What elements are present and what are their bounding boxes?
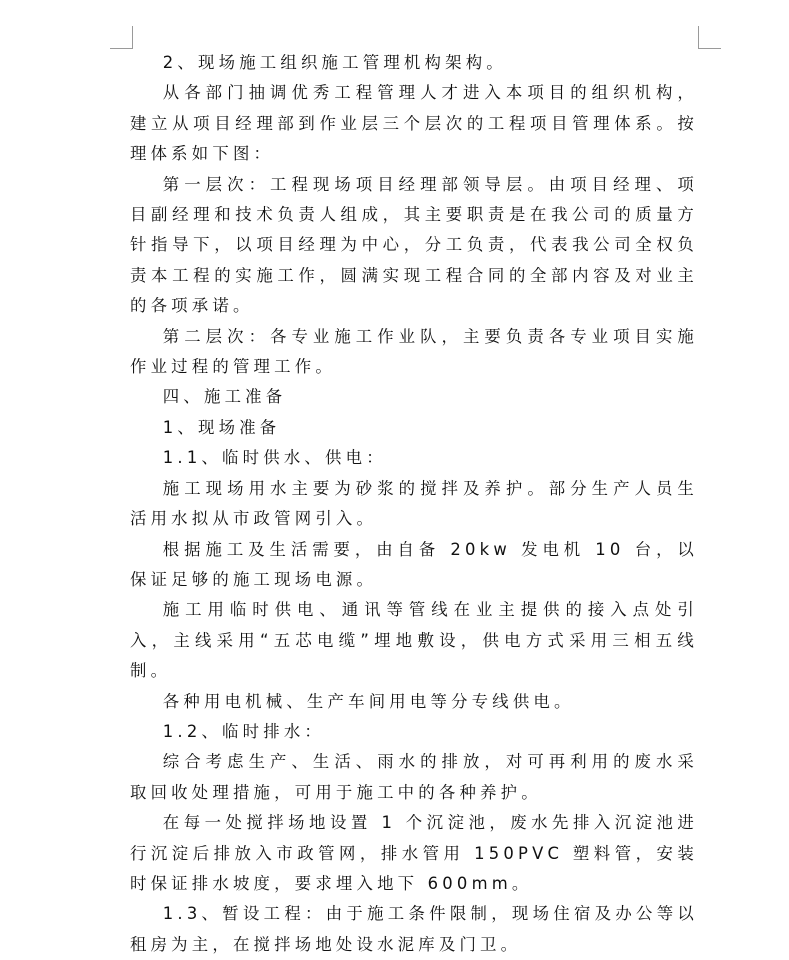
paragraph-dedicated-lines: 各种用电机械、生产车间用电等分专线供电。 — [162, 691, 575, 711]
paragraph-4: 第二层次：各专业施工作业队，主要负责各专业项目实施作业过程的管理工作。 — [130, 326, 698, 377]
item-heading-1-3: 1.3、暂设工程：由于施工条件限制，现场住宿及办公等以租房为主，在搅拌场地处设水泥库及门卫。 — [130, 904, 698, 954]
item-heading-1-2: 1.2、临时排水： — [162, 721, 326, 741]
subsection-heading: 1、现场准备 — [162, 417, 281, 437]
item-heading-1-1: 1.1、临时供水、供电： — [162, 448, 387, 468]
paragraph-1: 2、现场施工组织施工管理机构架构。 — [162, 53, 507, 72]
paragraph-power-lines: 施工用临时供电、通讯等管线在业主提供的接入点处引入，主线采用“五芯电缆”埋地敷设，供电方式采用三相五线制。 — [130, 600, 698, 681]
paragraph-generator: 根据施工及生活需要，由自备 20kw 发电机 10 台，以保证足够的施工现场电源。 — [130, 539, 698, 589]
paragraph-sedimentation: 在每一处搅拌场地设置 1 个沉淀池，废水先排入沉淀池进行沉淀后排放入市政管网，排水管用 150PVC 塑料管，安装时保证排水坡度，要求埋入地下 600mm。 — [130, 813, 698, 893]
paragraph-2: 从各部门抽调优秀工程管理人才进入本项目的组织机构，建立从项目经理部到作业层三个层次的工程项目管理体系。按理体系如下图： — [130, 83, 698, 164]
paragraph-3: 第一层次：工程现场项目经理部领导层。由项目经理、项目副经理和技术负责人组成，其主要职责是在我公司的质量方针指导下，以项目经理为中心，分工负责，代表我公司全权负责本工程的实施工作，圆满实现工程合同的全部内容及对业主的各项承诺。 — [130, 174, 698, 316]
paragraph-drainage: 综合考虑生产、生活、雨水的排放，对可再利用的废水采取回收处理措施，可用于施工中的各种养护。 — [130, 752, 698, 802]
crop-mark-top-right — [698, 26, 721, 49]
crop-mark-top-left — [110, 26, 133, 49]
document-page — [130, 48, 698, 960]
section-heading: 四、施工准备 — [162, 387, 287, 407]
paragraph-water: 施工现场用水主要为砂浆的搅拌及养护。部分生产人员生活用水拟从市政管网引入。 — [130, 478, 698, 529]
